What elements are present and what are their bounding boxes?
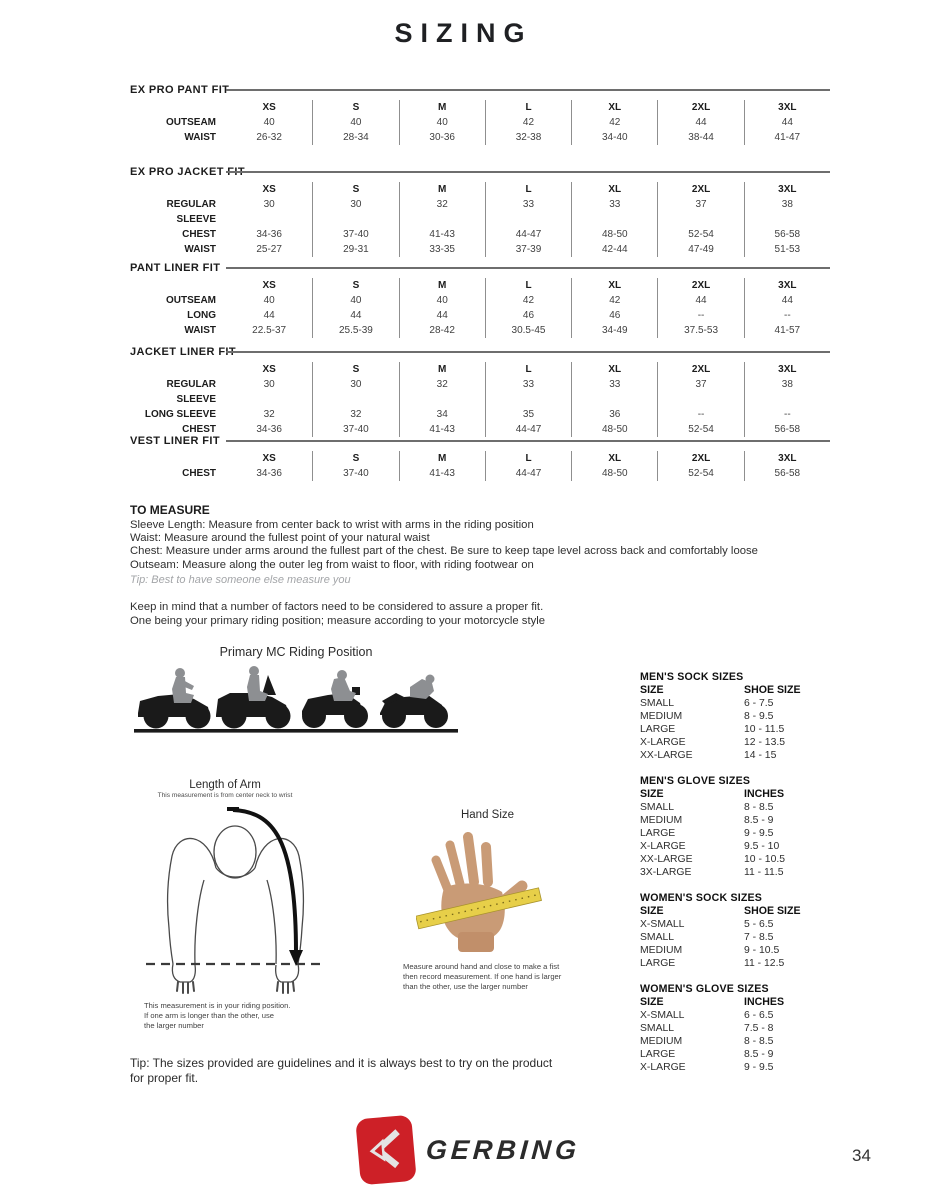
size-column-header: 2XL <box>657 278 743 293</box>
acc-col1-header: SIZE <box>640 684 664 696</box>
womens-glove-sizes-table <box>640 983 836 1074</box>
mens-sock-sizes-table <box>640 671 836 762</box>
size-column-header: L <box>485 182 571 197</box>
fit-cell-value: 48-50 <box>571 466 657 481</box>
fit-cell-value: 32 <box>263 409 275 420</box>
acc-size-label: X-SMALL <box>640 919 685 930</box>
fit-cell-value: 41-43 <box>399 422 485 437</box>
acc-col2-header: SHOE SIZE <box>744 684 801 696</box>
acc-size-label: X-LARGE <box>640 1062 686 1073</box>
table-grid <box>640 905 836 970</box>
acc-col2-header: SHOE SIZE <box>744 905 801 917</box>
fit-cell-value: 56-58 <box>744 227 830 242</box>
fit-cell-value: 34-40 <box>571 130 657 145</box>
acc-size-value: 6 - 6.5 <box>744 1010 774 1021</box>
table-grid <box>640 788 836 879</box>
acc-size-value: 12 - 13.5 <box>744 737 786 748</box>
fit-cell-value: 44 <box>657 293 743 308</box>
fit-cell-value: 25.5-39 <box>312 323 398 338</box>
arm-caption-line: If one arm is longer than the other, use <box>144 1011 275 1020</box>
acc-size-label: XX-LARGE <box>640 750 693 761</box>
size-column-header: S <box>312 278 398 293</box>
fit-cell-value: 41-57 <box>744 323 830 338</box>
fit-cell-value: 33-35 <box>399 242 485 257</box>
size-column-header: XS <box>262 280 276 291</box>
fit-cell-value: 33 <box>485 377 571 407</box>
vest-liner-fit-table <box>130 435 830 481</box>
table-title: WOMEN'S SOCK SIZES <box>640 892 763 904</box>
womens-sock-sizes-table <box>640 892 836 970</box>
size-column-header: L <box>485 100 571 115</box>
fit-cell-value: 30 <box>312 197 398 227</box>
measure-instruction: Waist: Measure around the fullest point of your natural waist <box>130 532 430 545</box>
pant-liner-fit-table <box>130 262 830 338</box>
measure-tip: Tip: Best to have someone else measure you <box>130 573 351 586</box>
acc-size-value: 10 - 11.5 <box>744 724 785 735</box>
fit-row-label: CHEST <box>182 424 216 435</box>
acc-size-label: LARGE <box>640 958 676 969</box>
fit-cell-value: 28-34 <box>312 130 398 145</box>
fit-cell-value: 48-50 <box>571 422 657 437</box>
fit-cell-value: 44 <box>657 115 743 130</box>
acc-size-label: LARGE <box>640 724 676 735</box>
fit-cell-value: 33 <box>571 197 657 227</box>
size-column-header: 3XL <box>744 362 830 377</box>
fit-cell-value: 51-53 <box>744 242 830 257</box>
fit-cell-value: -- <box>657 407 743 422</box>
fit-cell-value: 30 <box>263 379 275 390</box>
arm-measure-caption <box>144 1001 334 1031</box>
acc-col1-header: SIZE <box>640 905 664 917</box>
acc-size-label: X-LARGE <box>640 737 686 748</box>
ex-pro-jacket-fit-table <box>130 166 830 257</box>
fit-row-label: LONG <box>187 310 216 321</box>
fit-cell-value: 44 <box>312 308 398 323</box>
fit-row-label: OUTSEAM <box>166 117 216 128</box>
fit-cell-value: 42 <box>571 293 657 308</box>
acc-size-label: LARGE <box>640 1049 676 1060</box>
acc-col2-header: INCHES <box>744 996 785 1008</box>
acc-size-label: XX-LARGE <box>640 854 693 865</box>
acc-size-value: 10 - 10.5 <box>744 854 786 865</box>
fit-cell-value: 37 <box>657 377 743 407</box>
acc-size-value: 8 - 9.5 <box>744 711 774 722</box>
table-rule <box>226 171 830 173</box>
fit-cell-value: 40 <box>263 117 275 128</box>
fit-cell-value: 37-40 <box>312 466 398 481</box>
fit-cell-value: 38 <box>744 197 830 227</box>
fit-cell-value: 40 <box>312 293 398 308</box>
fit-cell-value: 42 <box>485 115 571 130</box>
fit-row-label: WAIST <box>184 325 216 336</box>
fit-cell-value: 48-50 <box>571 227 657 242</box>
fit-cell-value: 47-49 <box>657 242 743 257</box>
fit-cell-value: 30-36 <box>399 130 485 145</box>
size-column-header: L <box>485 362 571 377</box>
fit-cell-value: -- <box>744 308 830 323</box>
table-grid <box>640 684 836 762</box>
size-column-header: XL <box>571 182 657 197</box>
hand-caption-line: Measure around hand and close to make a fist <box>403 962 560 971</box>
size-column-header: L <box>485 451 571 466</box>
fit-cell-value: 33 <box>571 377 657 407</box>
fit-cell-value: 38-44 <box>657 130 743 145</box>
table-title: WOMEN'S GLOVE SIZES <box>640 983 769 995</box>
fit-cell-value: 52-54 <box>657 422 743 437</box>
fit-cell-value: 36 <box>571 407 657 422</box>
fit-cell-value: 44 <box>744 115 830 130</box>
fit-cell-value: 37.5-53 <box>657 323 743 338</box>
fit-cell-value: 28-42 <box>399 323 485 338</box>
fit-cell-value: 37-39 <box>485 242 571 257</box>
fit-cell-value: 44 <box>744 293 830 308</box>
page-title: SIZING <box>394 18 533 48</box>
table-rule <box>226 440 830 442</box>
fit-cell-value: 30 <box>263 199 275 210</box>
fit-row-label: REGULAR SLEEVE <box>166 379 216 405</box>
acc-size-label: SMALL <box>640 698 675 709</box>
measure-instruction: Sleeve Length: Measure from center back to wrist with arms in the riding position <box>130 519 534 531</box>
table-title: JACKET LINER FIT <box>130 346 237 358</box>
size-column-header: M <box>399 451 485 466</box>
fit-cell-value: 40 <box>312 115 398 130</box>
acc-size-value: 14 - 15 <box>744 750 777 761</box>
fit-cell-value: 44-47 <box>485 466 571 481</box>
fit-cell-value: 52-54 <box>657 227 743 242</box>
hand-caption-line: then record measurement. If one hand is larger <box>403 972 562 981</box>
acc-size-value: 11 - 11.5 <box>744 867 784 878</box>
fit-cell-value: 42 <box>571 115 657 130</box>
table-title: EX PRO PANT FIT <box>130 84 230 96</box>
acc-size-label: SMALL <box>640 932 675 943</box>
fit-cell-value: 42-44 <box>571 242 657 257</box>
size-column-header: 2XL <box>657 451 743 466</box>
fit-note-line: One being your primary riding position; measure according to your motorcycle style <box>130 614 546 627</box>
fit-note <box>130 601 690 628</box>
acc-size-label: MEDIUM <box>640 815 683 826</box>
ex-pro-pant-fit-table <box>130 84 830 145</box>
size-column-header: 3XL <box>744 451 830 466</box>
length-of-arm-subtitle: This measurement is from center neck to wrist <box>157 792 293 799</box>
accessory-sizes-column <box>640 671 836 1087</box>
size-column-header: S <box>312 100 398 115</box>
acc-size-value: 6 - 7.5 <box>744 698 774 709</box>
table-title: PANT LINER FIT <box>130 262 221 274</box>
measure-instruction: Chest: Measure under arms around the fullest part of the chest. Be sure to keep tape level across back and comfortably loose <box>130 545 758 558</box>
fit-cell-value: 44-47 <box>485 227 571 242</box>
size-column-header: 3XL <box>744 100 830 115</box>
bottom-tip <box>130 1056 570 1086</box>
fit-cell-value: 34-36 <box>256 229 282 240</box>
acc-size-value: 8 - 8.5 <box>744 802 774 813</box>
fit-cell-value: 32-38 <box>485 130 571 145</box>
hand-measurement-image <box>416 832 554 959</box>
fit-cell-value: 30.5-45 <box>485 323 571 338</box>
table-title: VEST LINER FIT <box>130 435 220 447</box>
fit-cell-value: 52-54 <box>657 466 743 481</box>
size-column-header: S <box>312 451 398 466</box>
table-rule <box>226 89 830 91</box>
fit-cell-value: 26-32 <box>256 132 282 143</box>
fit-row-label: OUTSEAM <box>166 295 216 306</box>
fit-cell-value: 32 <box>312 407 398 422</box>
size-header-spacer <box>130 362 226 377</box>
acc-size-label: SMALL <box>640 1023 675 1034</box>
fit-row-label: REGULAR SLEEVE <box>166 199 216 225</box>
table-grid <box>640 996 836 1074</box>
fit-row-label: WAIST <box>184 244 216 255</box>
to-measure-heading: TO MEASURE <box>130 503 210 517</box>
acc-size-value: 9 - 10.5 <box>744 945 780 956</box>
fit-cell-value: 34-36 <box>256 424 282 435</box>
fit-cell-value: 37 <box>657 197 743 227</box>
fit-cell-value: 25-27 <box>256 244 282 255</box>
fit-cell-value: 40 <box>399 293 485 308</box>
fit-cell-value: 30 <box>312 377 398 407</box>
acc-size-label: MEDIUM <box>640 945 683 956</box>
acc-col2-header: INCHES <box>744 788 785 800</box>
arm-caption-line: This measurement is in your riding position. <box>144 1001 291 1010</box>
table-rule <box>226 351 830 353</box>
arm-measurement-figure <box>138 804 333 1003</box>
gerbing-wordmark: GERBING <box>424 1134 582 1165</box>
size-column-header: S <box>312 182 398 197</box>
acc-size-value: 7.5 - 8 <box>744 1023 774 1034</box>
acc-size-value: 9 - 9.5 <box>744 1062 774 1073</box>
acc-size-value: 8.5 - 9 <box>744 1049 774 1060</box>
table-rule <box>226 267 830 269</box>
length-of-arm-heading <box>130 779 320 800</box>
size-column-header: 2XL <box>657 182 743 197</box>
acc-size-label: MEDIUM <box>640 711 683 722</box>
fit-cell-value: 34 <box>399 407 485 422</box>
acc-size-value: 8 - 8.5 <box>744 1036 774 1047</box>
fit-row-label: CHEST <box>182 229 216 240</box>
size-column-header: M <box>399 100 485 115</box>
acc-size-value: 5 - 6.5 <box>744 919 774 930</box>
acc-size-label: X-LARGE <box>640 841 686 852</box>
size-column-header: XL <box>571 100 657 115</box>
fit-cell-value: 33 <box>485 197 571 227</box>
hand-caption-line: than the other, use the larger number <box>403 982 528 991</box>
fit-cell-value: 34-49 <box>571 323 657 338</box>
fit-cell-value: 32 <box>399 377 485 407</box>
size-column-header: 2XL <box>657 100 743 115</box>
size-column-header: XS <box>262 102 276 113</box>
acc-size-label: 3X-LARGE <box>640 867 692 878</box>
gerbing-logo <box>358 1117 580 1183</box>
size-header-spacer <box>130 100 226 115</box>
acc-size-value: 9.5 - 10 <box>744 841 780 852</box>
size-column-header: M <box>399 362 485 377</box>
fit-cell-value: 46 <box>485 308 571 323</box>
table-title: EX PRO JACKET FIT <box>130 166 245 178</box>
size-column-header: M <box>399 182 485 197</box>
fit-cell-value: 44 <box>399 308 485 323</box>
size-column-header: 3XL <box>744 182 830 197</box>
fit-cell-value: 29-31 <box>312 242 398 257</box>
fit-cell-value: 32 <box>399 197 485 227</box>
fit-cell-value: 42 <box>485 293 571 308</box>
motorcycle-riding-positions-icon <box>130 663 462 742</box>
hand-size-title: Hand Size <box>460 809 515 821</box>
fit-row-label: WAIST <box>184 132 216 143</box>
table-grid <box>130 262 830 338</box>
mens-glove-sizes-table <box>640 775 836 879</box>
fit-cell-value: 34-36 <box>256 468 282 479</box>
fit-cell-value: 40 <box>399 115 485 130</box>
size-column-header: XS <box>262 364 276 375</box>
acc-col1-header: SIZE <box>640 788 664 800</box>
table-grid <box>130 346 830 437</box>
fit-cell-value: 40 <box>263 295 275 306</box>
fit-cell-value: -- <box>744 407 830 422</box>
fit-cell-value: 44-47 <box>485 422 571 437</box>
size-column-header: M <box>399 278 485 293</box>
fit-cell-value: 35 <box>485 407 571 422</box>
size-header-spacer <box>130 451 226 466</box>
table-title: MEN'S SOCK SIZES <box>640 671 744 683</box>
size-column-header: XS <box>262 184 276 195</box>
table-grid <box>130 84 830 145</box>
gerbing-logo-badge-icon <box>355 1115 417 1186</box>
fit-cell-value: 56-58 <box>744 422 830 437</box>
acc-col1-header: SIZE <box>640 996 664 1008</box>
acc-size-label: SMALL <box>640 802 675 813</box>
table-grid <box>130 166 830 257</box>
acc-size-label: MEDIUM <box>640 1036 683 1047</box>
page-number: 34 <box>852 1146 871 1165</box>
fit-cell-value: 56-58 <box>744 466 830 481</box>
size-column-header: 2XL <box>657 362 743 377</box>
size-column-header: XL <box>571 362 657 377</box>
fit-cell-value: 46 <box>571 308 657 323</box>
to-measure-section <box>130 503 770 587</box>
hand-measure-caption <box>403 962 583 992</box>
fit-cell-value: 41-43 <box>399 227 485 242</box>
acc-size-value: 7 - 8.5 <box>744 932 774 943</box>
fit-cell-value: 41-43 <box>399 466 485 481</box>
measure-instruction: Outseam: Measure along the outer leg from waist to floor, with riding footwear on <box>130 558 534 571</box>
bottom-tip-line: for proper fit. <box>130 1071 199 1085</box>
fit-cell-value: 41-47 <box>744 130 830 145</box>
arm-caption-line: the larger number <box>144 1021 204 1030</box>
acc-size-value: 11 - 12.5 <box>744 958 785 969</box>
fit-cell-value: 38 <box>744 377 830 407</box>
size-column-header: XS <box>262 453 276 464</box>
fit-cell-value: 37-40 <box>312 422 398 437</box>
acc-size-label: X-SMALL <box>640 1010 685 1021</box>
fit-row-label: CHEST <box>182 468 216 479</box>
fit-row-label: LONG SLEEVE <box>144 409 216 420</box>
acc-size-label: LARGE <box>640 828 676 839</box>
size-column-header: XL <box>571 278 657 293</box>
size-column-header: L <box>485 278 571 293</box>
fit-cell-value: 22.5-37 <box>252 325 287 336</box>
fit-cell-value: 44 <box>263 310 275 321</box>
size-column-header: S <box>312 362 398 377</box>
acc-size-value: 8.5 - 9 <box>744 815 774 826</box>
size-header-spacer <box>130 278 226 293</box>
size-column-header: 3XL <box>744 278 830 293</box>
jacket-liner-fit-table <box>130 346 830 437</box>
length-of-arm-title: Length of Arm <box>189 779 261 791</box>
acc-size-value: 9 - 9.5 <box>744 828 774 839</box>
fit-cell-value: -- <box>657 308 743 323</box>
fit-cell-value: 37-40 <box>312 227 398 242</box>
riding-position-title: Primary MC Riding Position <box>219 645 373 659</box>
bottom-tip-line: Tip: The sizes provided are guidelines and it is always best to try on the product <box>130 1056 553 1070</box>
size-column-header: XL <box>571 451 657 466</box>
fit-note-line: Keep in mind that a number of factors need to be considered to assure a proper fit. <box>130 601 544 613</box>
table-title: MEN'S GLOVE SIZES <box>640 775 751 787</box>
size-header-spacer <box>130 182 226 197</box>
